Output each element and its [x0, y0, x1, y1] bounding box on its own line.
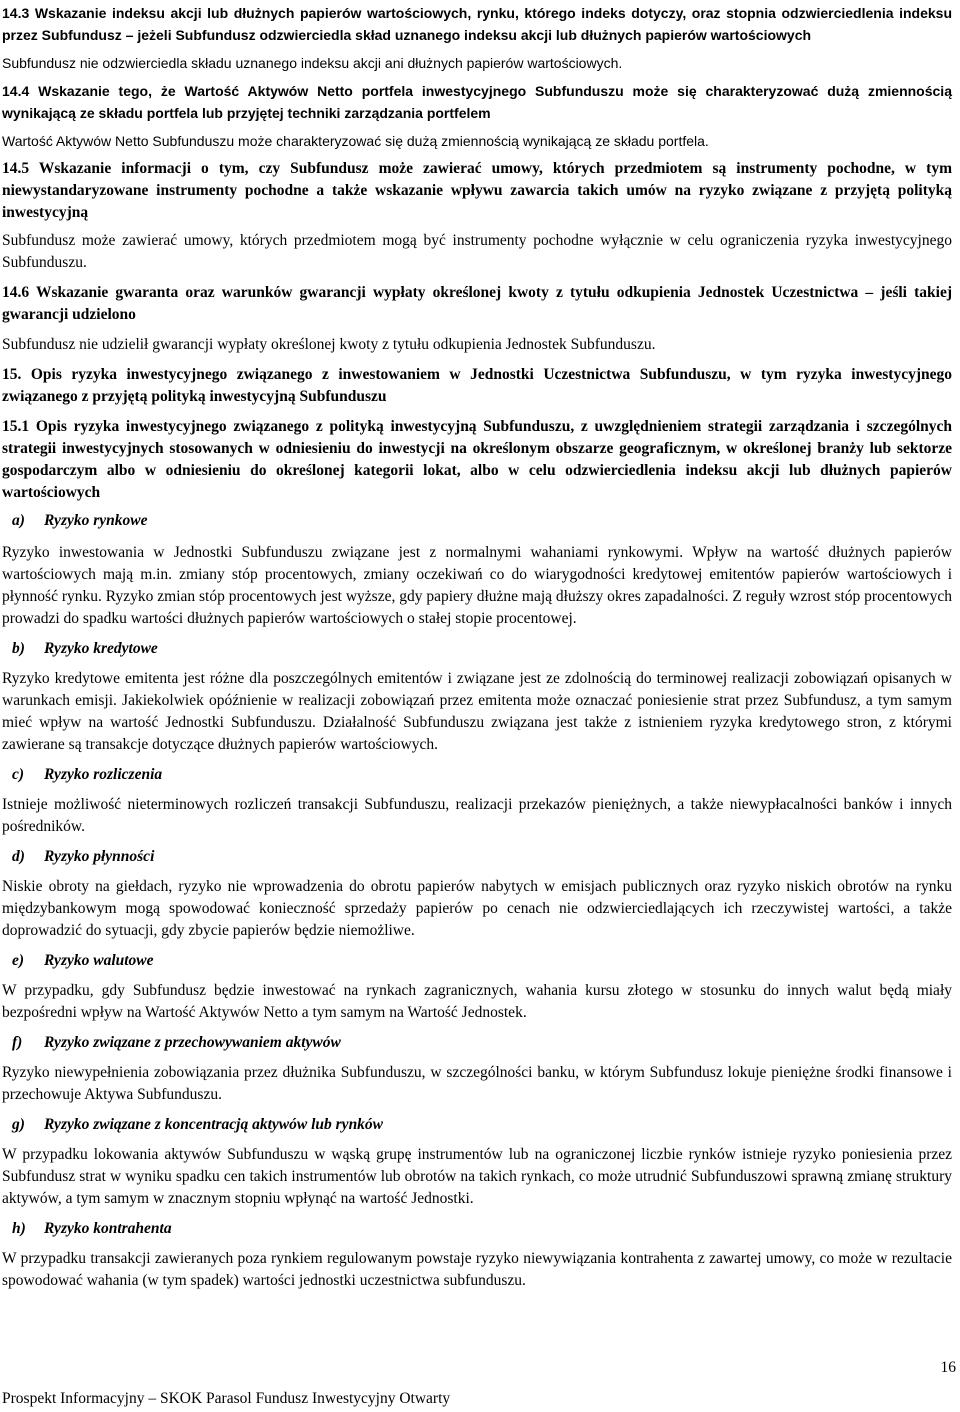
- section-heading-14-5: 14.5 Wskazanie informacji o tym, czy Subfundusz może zawierać umowy, których przedmiotem są instrumenty pochodne, w tym niewystandaryzowane instrumenty pochodne a także wskazanie wpływu zawarcia takich umów na ryzyko związane z przyjętą polityką inwestycyjną: [2, 160, 952, 221]
- risk-letter: b): [12, 640, 25, 657]
- risk-title: [12, 638, 952, 660]
- section-body-14-6: Subfundusz nie udzielił gwarancji wypłaty określonej kwoty z tytułu odkupienia Jednostek Subfunduszu.: [2, 336, 656, 353]
- risk-block-concentration: [2, 1114, 952, 1210]
- risk-title-text: Ryzyko walutowe: [44, 952, 154, 969]
- risk-letter: f): [12, 1034, 23, 1051]
- risk-block-currency: [2, 950, 952, 1024]
- risk-block-liquidity: [2, 846, 952, 942]
- risk-title: [12, 950, 952, 972]
- section-heading-14-4: 14.4 Wskazanie tego, że Wartość Aktywów Netto portfela inwestycyjnego Subfunduszu może się charakteryzować dużą zmiennością wynikającą ze składu portfela lub przyjętej techniki zarządzania portfelem: [2, 83, 952, 121]
- risk-body: Ryzyko niewypełnienia zobowiązania przez dłużnika Subfunduszu, w szczególności banku, w którym Subfundusz lokuje pieniężne środki finansowe i przechowuje Aktywa Subfunduszu.: [2, 1064, 952, 1103]
- risk-block-settlement: [2, 764, 952, 838]
- risk-letter: e): [12, 952, 25, 969]
- risk-title: [12, 846, 952, 868]
- risk-title: [12, 1218, 952, 1240]
- risk-block-counterparty: [2, 1218, 952, 1292]
- risk-title: [12, 510, 952, 532]
- risk-body: W przypadku, gdy Subfundusz będzie inwestować na rynkach zagranicznych, wahania kursu złotego w stosunku do innych walut będą miały bezpośredni wpływ na Wartość Aktywów Netto a tym samym na Wartość Jednostek.: [2, 982, 952, 1021]
- risk-body: Niskie obroty na giełdach, ryzyko nie wprowadzenia do obrotu papierów nabytych w emisjach publicznych oraz ryzyko niskich obrotów na rynku międzybankowym mogą spowodować konieczność sprzedaży papierów po cenach nie odzwierciedlających ich rzeczywistej wartości, a także doprowadzić do sytuacji, gdy zbycie papierów będzie niemożliwe.: [2, 878, 952, 939]
- page-number: 16: [940, 1359, 956, 1376]
- risk-block-market: [2, 510, 952, 630]
- risk-title-text: Ryzyko związane z koncentracją aktywów lub rynków: [44, 1116, 384, 1133]
- page-footer: Prospekt Informacyjny – SKOK Parasol Fundusz Inwestycyjny Otwarty: [2, 1390, 451, 1407]
- risk-block-credit: [2, 638, 952, 756]
- section-body-14-5: Subfundusz może zawierać umowy, których przedmiotem mogą być instrumenty pochodne wyłącznie w celu ograniczenia ryzyka inwestycyjnego Subfunduszu.: [2, 232, 952, 271]
- section-heading-15-1: 15.1 Opis ryzyka inwestycyjnego związanego z polityką inwestycyjną Subfunduszu, z uwzględnieniem strategii zarządzania i szczególnych strategii inwestycyjnych stosowanych w odniesieniu do inwestycji na określonym obszarze geograficznym, w określonej branży lub sektorze gospodarczym albo w odniesieniu do określonej kategorii lokat, albo w celu odzwierciedlenia indeksu akcji lub dłużnych papierów wartościowych: [2, 418, 952, 501]
- section-heading-14-6: 14.6 Wskazanie gwaranta oraz warunków gwarancji wypłaty określonej kwoty z tytułu odkupienia Jednostek Uczestnictwa – jeśli takiej gwarancji udzielono: [2, 284, 952, 323]
- section-heading-14-3: 14.3 Wskazanie indeksu akcji lub dłużnych papierów wartościowych, rynku, którego indeks dotyczy, oraz stopnia odzwierciedlenia indeksu przez Subfundusz – jeżeli Subfundusz odzwierciedla skład uznanego indeksu akcji lub dłużnych papierów wartościowych: [2, 5, 952, 43]
- risk-title-text: Ryzyko związane z przechowywaniem aktywów: [44, 1034, 341, 1051]
- risk-body: W przypadku transakcji zawieranych poza rynkiem regulowanym powstaje ryzyko niewywiązania kontrahenta z zawartej umowy, co może w rezultacie spowodować wahania (w tym spadek) wartości jednostki uczestnictwa subfunduszu.: [2, 1250, 952, 1289]
- section-body-14-4: Wartość Aktywów Netto Subfunduszu może charakteryzować się dużą zmiennością wynikającą ze składu portfela.: [2, 133, 709, 149]
- risk-title-text: Ryzyko kredytowe: [44, 640, 158, 657]
- risk-body: Ryzyko inwestowania w Jednostki Subfunduszu związane jest z normalnymi wahaniami rynkowymi. Wpływ na wartość dłużnych papierów wartościowych mają m.in. zmiany stóp procentowych, zmiany oczekiwań co do wiarygodności kredytowej emitentów papierów wartościowych i płynność rynku. Ryzyko zmian stóp procentowych jest wyższe, gdy papiery dłużne mają dłuższy okres zapadalności. Z reguły wzrost stóp procentowych prowadzi do spadku wartości dłużnych papierów wartościowych o stałej stopie procentowej.: [2, 544, 952, 627]
- risk-title-text: Ryzyko rynkowe: [44, 512, 148, 529]
- risk-title-text: Ryzyko płynności: [44, 848, 155, 865]
- risk-letter: a): [12, 512, 25, 529]
- risk-title: [12, 1114, 952, 1136]
- risk-letter: d): [12, 848, 25, 865]
- risk-block-custody: [2, 1032, 952, 1106]
- risk-body: Ryzyko kredytowe emitenta jest różne dla poszczególnych emitentów i związane jest ze zdolnością do terminowej realizacji zobowiązań opisanych w warunkach emisji. Jakiekolwiek opóźnienie w realizacji zobowiązań przez emitenta może oznaczać poniesienie strat przez Subfundusz, a tym samym mieć wpływ na wartość Jednostki Subfunduszu. Działalność Subfunduszu związana jest także z istnieniem ryzyka kredytowego stron, z którymi zawierane są transakcje dotyczące dłużnych papierów wartościowych.: [2, 670, 952, 753]
- risk-title: [12, 1032, 952, 1054]
- section-body-14-3: Subfundusz nie odzwierciedla składu uznanego indeksu akcji ani dłużnych papierów wartościowych.: [2, 55, 623, 71]
- risk-letter: c): [12, 766, 25, 783]
- risk-body: Istnieje możliwość nieterminowych rozliczeń transakcji Subfunduszu, realizacji przekazów pieniężnych, a także niewypłacalności banków i innych pośredników.: [2, 796, 952, 835]
- risk-title: [12, 764, 952, 786]
- risk-letter: h): [12, 1220, 26, 1237]
- risk-body: W przypadku lokowania aktywów Subfunduszu w wąską grupę instrumentów lub na ograniczonej liczbie rynków istnieje ryzyko poniesienia przez Subfundusz strat w wyniku spadku cen takich instrumentów lub obrotów na takich rynkach, co może utrudnić Subfunduszowi sprawną zmianę struktury aktywów, a tym samym w znacznym stopniu wpłynąć na wartość Jednostki.: [2, 1146, 952, 1207]
- risk-letter: g): [12, 1116, 25, 1133]
- risk-title-text: Ryzyko kontrahenta: [44, 1220, 172, 1237]
- section-heading-15: 15. Opis ryzyka inwestycyjnego związanego z inwestowaniem w Jednostki Uczestnictwa Subfunduszu, w tym ryzyka inwestycyjnego związanego z przyjętą polityką inwestycyjną Subfunduszu: [2, 366, 952, 405]
- risk-title-text: Ryzyko rozliczenia: [44, 766, 163, 783]
